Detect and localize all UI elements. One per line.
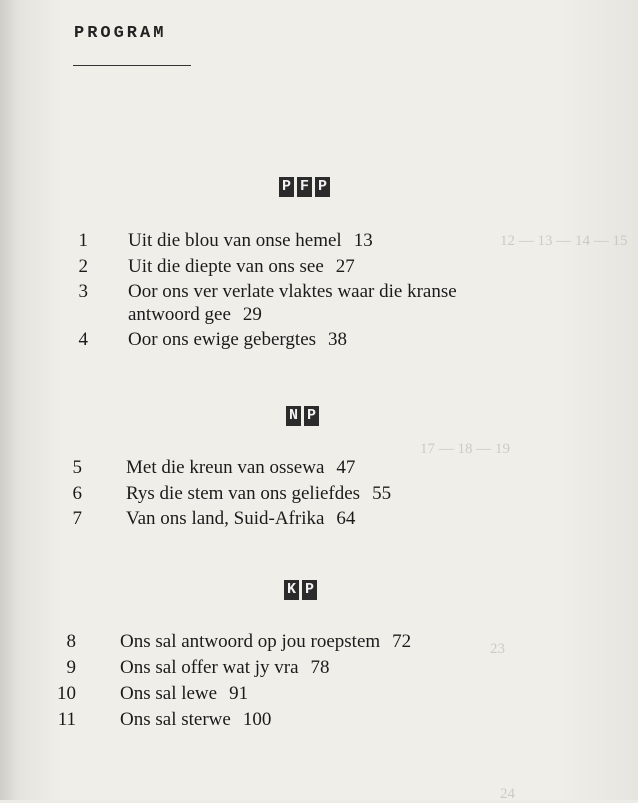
show-through-text: 12 — 13 — 14 — 15 bbox=[500, 233, 628, 249]
heading-underline bbox=[73, 65, 191, 66]
entry-title-line bbox=[120, 656, 330, 679]
entry-title-line bbox=[126, 482, 391, 505]
entry-number: 3 bbox=[78, 281, 88, 302]
entry-page: 47 bbox=[336, 457, 356, 478]
entry-title-line bbox=[120, 630, 411, 653]
entry-page: 72 bbox=[392, 631, 412, 652]
entry-title-line bbox=[128, 303, 262, 326]
section-badge-letter: P bbox=[304, 406, 319, 426]
entry-number: 5 bbox=[72, 457, 82, 478]
entry-title-line bbox=[128, 328, 347, 351]
section-badge-letter: P bbox=[279, 177, 294, 197]
entry-title-line bbox=[120, 708, 271, 731]
entry-title: Van ons land, Suid-Afrika bbox=[126, 508, 325, 529]
entry-title: Ons sal sterwe bbox=[120, 709, 231, 730]
entry-number: 2 bbox=[78, 256, 88, 277]
section-badge-letter: N bbox=[286, 406, 301, 426]
entry-title-line: Oor ons ver verlate vlaktes waar die kranse bbox=[128, 281, 457, 302]
show-through-text: 17 — 18 — 19 bbox=[420, 441, 510, 457]
entry-page: 38 bbox=[328, 329, 348, 350]
entry-title: Uit die diepte van ons see bbox=[128, 256, 324, 277]
section-badge-letter: K bbox=[284, 580, 299, 600]
show-through-text: 24 bbox=[500, 786, 515, 802]
entry-title: Ons sal lewe bbox=[120, 683, 218, 704]
entry-page: 78 bbox=[310, 657, 330, 678]
section-2-badges bbox=[286, 406, 319, 426]
entry-number: 8 bbox=[66, 631, 76, 652]
entry-page: 55 bbox=[372, 483, 392, 504]
section-badge-letter: P bbox=[315, 177, 330, 197]
entry-number: 9 bbox=[66, 657, 76, 678]
entry-title-line bbox=[128, 255, 355, 278]
entry-title: Ons sal offer wat jy vra bbox=[120, 657, 299, 678]
entry-number: 10 bbox=[57, 683, 76, 704]
entry-number: 4 bbox=[78, 329, 88, 350]
section-badge-letter: P bbox=[302, 580, 317, 600]
entry-page: 29 bbox=[242, 304, 262, 325]
entry-page: 27 bbox=[335, 256, 355, 277]
entry-title-line bbox=[126, 456, 355, 479]
entry-title: Rys die stem van ons geliefdes bbox=[126, 483, 361, 504]
entry-title-line bbox=[128, 229, 373, 252]
entry-page: 100 bbox=[242, 709, 272, 730]
page-heading: PROGRAM bbox=[74, 24, 167, 43]
section-1-badges bbox=[279, 177, 330, 197]
show-through-text: 23 bbox=[490, 641, 505, 657]
entry-number: 7 bbox=[72, 508, 82, 529]
entry-page: 91 bbox=[229, 683, 249, 704]
entry-number: 11 bbox=[57, 709, 76, 730]
section-badge-letter: F bbox=[297, 177, 312, 197]
entry-title-line bbox=[126, 507, 355, 530]
entry-page: 13 bbox=[353, 230, 373, 251]
entry-title: Uit die blou van onse hemel bbox=[128, 230, 342, 251]
entry-title-line bbox=[120, 682, 248, 705]
entry-page: 64 bbox=[336, 508, 356, 529]
section-3-badges bbox=[284, 580, 317, 600]
entry-title: antwoord gee bbox=[128, 304, 231, 325]
entry-title: Oor ons ewige gebergtes bbox=[128, 329, 317, 350]
entry-number: 1 bbox=[78, 230, 88, 251]
entry-number: 6 bbox=[72, 483, 82, 504]
entry-title: Ons sal antwoord op jou roepstem bbox=[120, 631, 381, 652]
entry-title: Met die kreun van ossewa bbox=[126, 457, 325, 478]
